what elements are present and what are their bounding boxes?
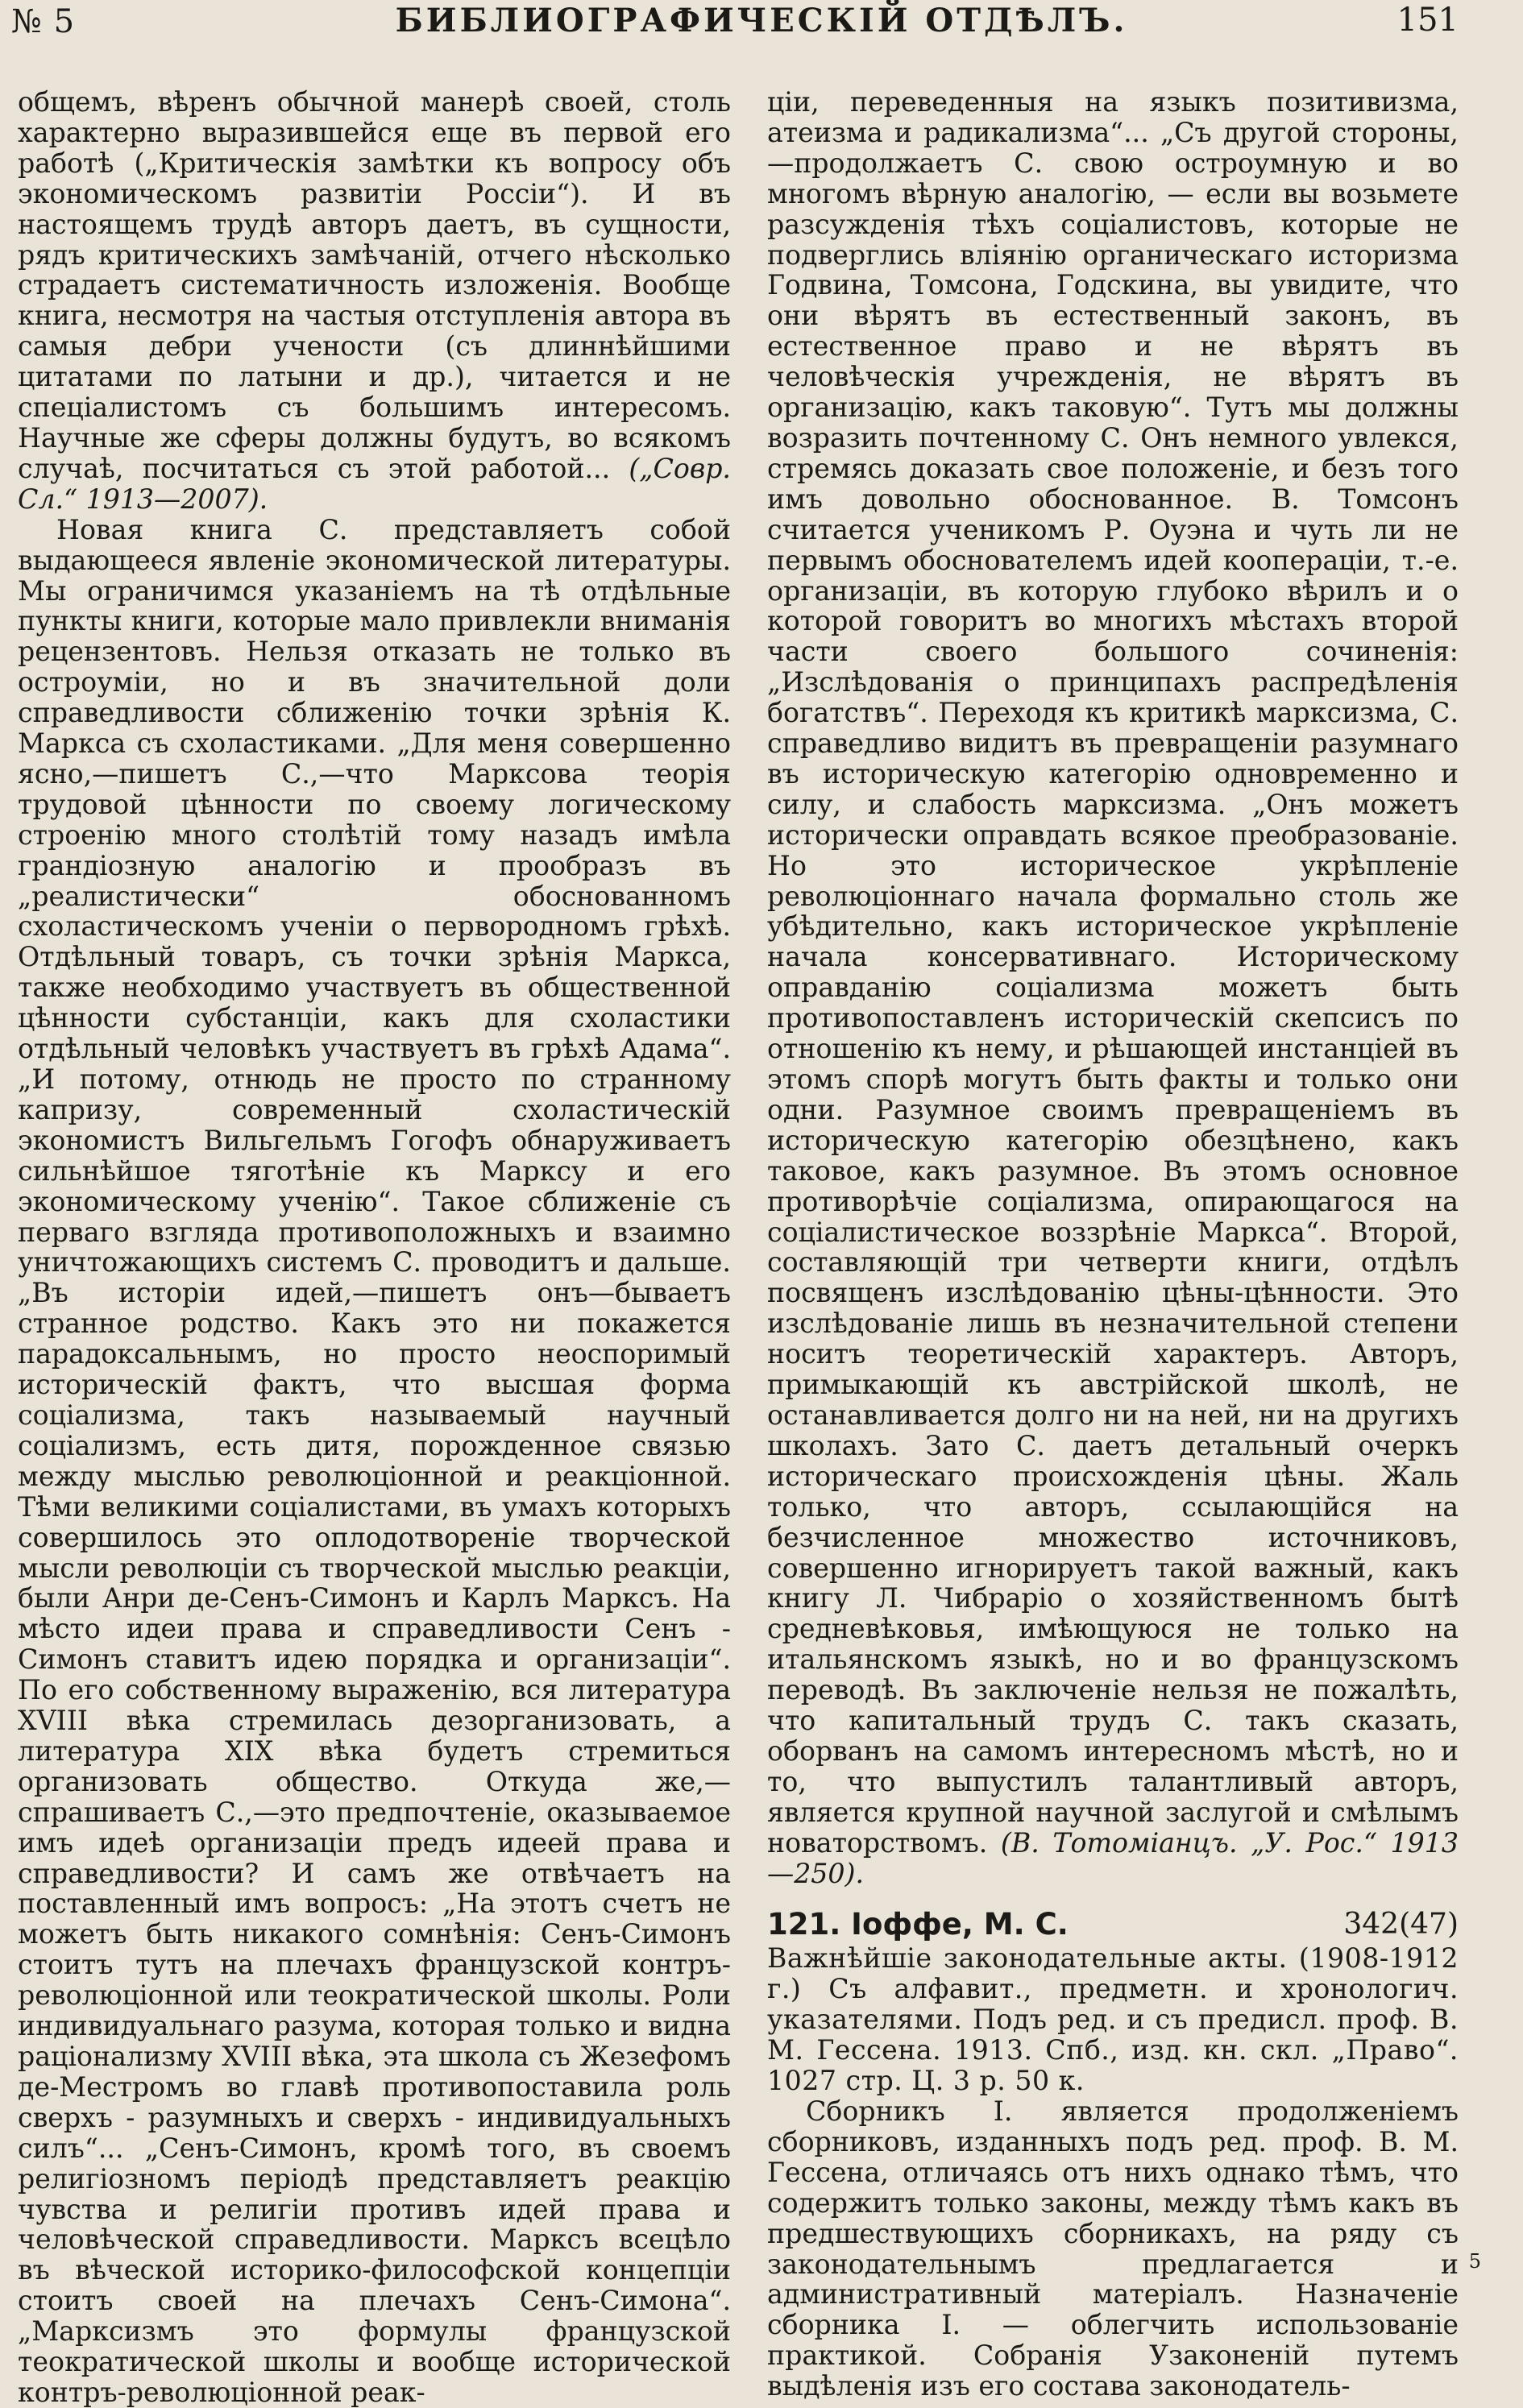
section-title: БИБЛИОГРАФИЧЕСКІЙ ОТДѢЛЪ. [395, 2, 1128, 39]
review-text-right: ціи, переведенныя на языкъ позитивизма, атеизма и радикализма“... „Съ другой стороны,—продолжаетъ С. свою остроумную и во многомъ вѣрную аналогію, — если вы возьмете разсужденія тѣхъ соціалистовъ, которые не подверглись вліянію органическаго историзма Годвина, Томсона, Годскина, вы увидите, что они вѣрятъ въ естественный законъ, въ естественное право и не вѣрятъ въ человѣческія учрежденія, не вѣрятъ въ организацію, какъ таковую“. Тутъ мы должны возразить почтенному С. Онъ немного увлекся, стремясь доказать свое положеніе, и безъ того имъ довольно обоснованное. В. Томсонъ считается ученикомъ Р. Оуэна и чуть ли не первымъ обоснователемъ идей коопераціи, т.-е. организаціи, въ которую глубоко вѣрилъ и о которой говоритъ во многихъ мѣстахъ второй части своего большого сочиненія: „Изслѣдованія о принципахъ распредѣленія богатствъ“. Переходя къ критикѣ марксизма, С. справедливо видитъ въ превращеніи разумнаго въ историческую категорію одновременно и силу, и слабость марксизма. „Онъ можетъ исторически оправдать всякое преобразованіе. Но это историческое укрѣпленіе революціоннаго начала формально столь же убѣдительно, какъ историческое укрѣпленіе начала консервативнаго. Историческому оправданію соціализма можетъ быть противопоставленъ историческій скепсисъ по отношенію къ нему, и рѣшающей инстанціей въ этомъ спорѣ могутъ быть факты и только они одни. Разумное своимъ превращеніемъ въ историческую категорію обезцѣнено, какъ таковое, какъ разумное. Въ этомъ основное противорѣчіе соціализма, опирающагося на соціалистическое воззрѣніе Маркса“. Второй, составляющій три четверти книги, отдѣлъ посвященъ изслѣдованію цѣны-цѣнности. Это изслѣдованіе лишь въ незначительной степени носитъ теоретическій характеръ. Авторъ, примыкающій къ австрійской школѣ, не останавливается долго ни на ней, ни на другихъ школахъ. Зато С. даетъ детальный очеркъ историческаго происхожденія цѣны. Жаль только, что авторъ, ссылающійся на безчисленное множество источниковъ, совершенно игнорируетъ такой важный, какъ книгу Л. Чибраріо о хозяйственномъ бытѣ средневѣковья, имѣющуюся не только на итальянскомъ языкѣ, но и во французскомъ переводѣ. Въ заключеніе нельзя не пожалѣть, что капитальный трудъ С. такъ сказать, оборванъ на самомъ интересномъ мѣстѣ, но и то, что выпустилъ талантливый авторъ, является крупной научной заслугой и смѣлымъ новаторствомъ. [767, 86, 1459, 1859]
running-header [0, 0, 1523, 50]
review-source-right: (В. Тотоміанцъ. „У. Рос.“ 1913—250). [767, 1826, 1459, 1889]
entry-heading [767, 1906, 1459, 1943]
entry-bibliographic-title: Важнѣйшіе законодательные акты. (1908-1912 г.) Съ алфавит., предметн. и хронологич. указателями. Подъ ред. и съ предисл. проф. В. М. Гессена. 1913. Спб., изд. кн. скл. „Право“. 1027 стр. Ц. 3 р. 50 к. [767, 1942, 1459, 2097]
left-column [18, 87, 731, 2408]
entry-annotation: Сборникъ I. является продолженіемъ сборниковъ, изданныхъ подъ ред. проф. В. М. Гессена, отличаясь отъ нихъ однако тѣмъ, что содержитъ только законы, между тѣмъ какъ въ предшествующихъ сборникахъ, на ряду съ законодательнымъ предлагается и административный матеріалъ. Назначеніе сборника I. — облегчить использованіе практикой. Собранія Узаконеній путемъ выдѣленія изъ его состава законодатель- [767, 2095, 1459, 2402]
entry-number-author: 121. Іоффе, М. С. [767, 1907, 1069, 1942]
issue-number: № 5 [11, 3, 76, 40]
review-source: („Совр. Сл.“ 1913—2007). [18, 452, 731, 515]
review-paragraph: Новая книга С. представляетъ собой выдающееся явленіе экономической литературы. Мы ограничимся указаніемъ на тѣ отдѣльные пункты книги, которые мало привлекли вниманія рецензентовъ. Нельзя отказать не только въ остроуміи, но и въ значительной доли справедливости сближенію точки зрѣнія К. Маркса съ схоластиками. „Для меня совершенно ясно,—пишетъ С.,—что Марксова теорія трудовой цѣнности по своему логическому строенію много столѣтій тому назадъ имѣла грандіозную аналогію и прообразъ въ „реалистически“ обоснованномъ схоластическомъ ученіи о первородномъ грѣхѣ. Отдѣльный товаръ, съ точки зрѣнія Маркса, также необходимо участвуетъ въ общественной цѣнности субстанціи, какъ для схоластики отдѣльный человѣкъ участвуетъ въ грѣхѣ Адама“. „И потому, отнюдь не просто по странному капризу, современный схоластическій экономистъ Вильгельмъ Гогофъ обнаруживаетъ сильнѣйшое тяготѣніе къ Марксу и его экономическому ученію“. Такое сближеніе съ перваго взгляда противоположныхъ и взаимно уничтожающихъ системъ С. проводитъ и дальше. „Въ исторіи идей,—пишетъ онъ—бываетъ странное родство. Какъ это ни покажется парадоксальнымъ, но просто неоспоримый историческій фактъ, что высшая форма соціализма, такъ называемый научный соціализмъ, есть дитя, порожденное связью между мыслью революціонной и реакціонной. Тѣми великими соціалистами, въ умахъ которыхъ совершилось это оплодотвореніе творческой мысли революціи съ творческой мыслью реакціи, были Анри де-Сенъ-Симонъ и Карлъ Марксъ. На мѣсто идеи права и справедливости Сенъ - Симонъ ставитъ идею порядка и организаціи“. По его собственному выраженію, вся литература XVIII вѣка стремилась дезорганизовать, а литература XIX вѣка будетъ стремиться организовать общество. Откуда же,—спрашиваетъ С.,—это предпочтеніе, оказываемое имъ идеѣ организаціи предъ идеей права и справедливости? И самъ же отвѣчаетъ на поставленный имъ вопросъ: „На этотъ счетъ не можетъ быть никакого сомнѣнія: Сенъ-Симонъ стоитъ тутъ на плечахъ французской контръ-революціонной или теократической школы. Роли индивидуальнаго разума, которая только и видна раціонализму XVIII вѣка, эта школа съ Жезефомъ де-Местромъ во главѣ противопоставила роль сверхъ - разумныхъ и сверхъ - индивидуальныхъ силъ“... „Сенъ-Симонъ, кромѣ того, въ своемъ религіозномъ періодѣ представляетъ реакцію чувства и религіи противъ идей права и человѣческой справедливости. Марксъ всецѣло въ вѣческой историко-философской концепціи стоитъ своей на плечахъ Сенъ-Симона“. „Марксизмъ это формулы французской теократической школы и вообще исторической контръ-революціонной реак- [18, 513, 731, 2408]
review-continuation [18, 87, 731, 515]
page-number: 151 [1396, 2, 1459, 39]
review-text: общемъ, вѣренъ обычной манерѣ своей, столь характерно выразившейся еще въ первой его работѣ („Критическія замѣтки къ вопросу объ экономическомъ развитіи Россіи“). И въ настоящемъ трудѣ авторъ даетъ, въ сущности, рядъ критическихъ замѣчаній, отчего нѣсколько страдаетъ систематичность изложенія. Вообще книга, несмотря на частыя отступленія автора въ самыя дебри учености (съ длиннѣйшими цитатами по латыни и др.), читается и не спеціалистомъ съ большимъ интересомъ. Научные же сферы должны будутъ, во всякомъ случаѣ, посчитаться съ этой работой... [18, 86, 731, 484]
signature-mark: 5 [1468, 2250, 1481, 2273]
right-column [767, 87, 1459, 2402]
review-continuation-right [767, 87, 1459, 1888]
classification-code: 342(47) [1343, 1908, 1459, 1942]
